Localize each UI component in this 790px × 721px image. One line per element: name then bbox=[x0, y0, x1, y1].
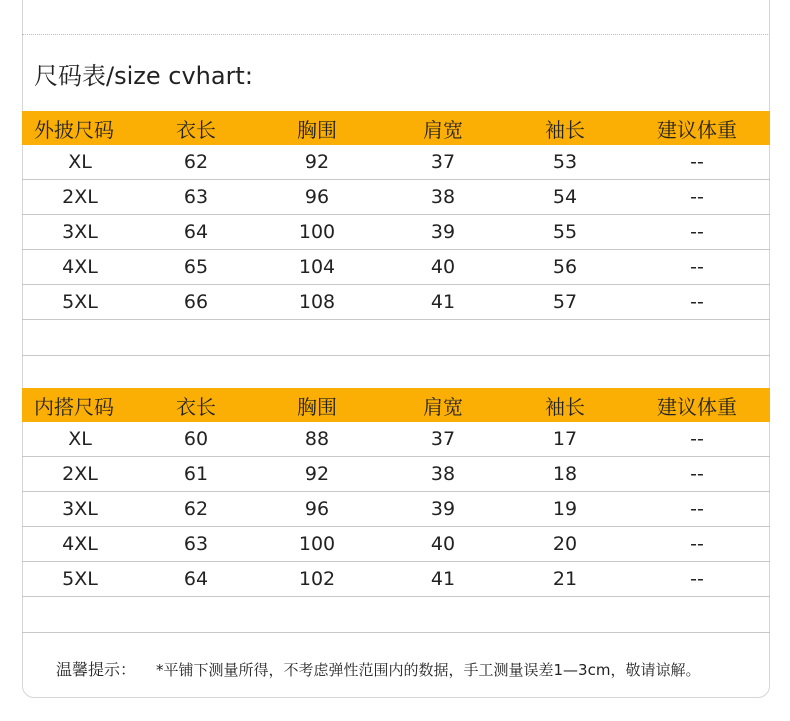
cell-chest: 104 bbox=[298, 256, 336, 278]
table-row bbox=[22, 285, 770, 320]
cell-weight: -- bbox=[690, 463, 704, 485]
cell-sleeve: 18 bbox=[552, 463, 578, 485]
cell-shoulder: 40 bbox=[430, 256, 456, 278]
header-length: 衣长 bbox=[176, 117, 216, 142]
cell-sleeve: 21 bbox=[552, 568, 578, 590]
cell-chest: 88 bbox=[304, 428, 330, 450]
table-row bbox=[22, 457, 770, 492]
cell-chest: 92 bbox=[304, 463, 330, 485]
cell-size: 3XL bbox=[62, 221, 98, 243]
cell-chest: 100 bbox=[298, 221, 336, 243]
header-sleeve: 袖长 bbox=[545, 394, 585, 419]
blank-row bbox=[22, 320, 770, 356]
table-row bbox=[22, 250, 770, 285]
cell-size: 5XL bbox=[62, 568, 98, 590]
header-shoulder: 肩宽 bbox=[423, 117, 463, 142]
cell-length: 62 bbox=[183, 151, 209, 173]
cell-weight: -- bbox=[690, 533, 704, 555]
cell-sleeve: 54 bbox=[552, 186, 578, 208]
cell-size: 4XL bbox=[62, 256, 98, 278]
cell-shoulder: 39 bbox=[430, 498, 456, 520]
cell-weight: -- bbox=[690, 256, 704, 278]
cell-weight: -- bbox=[690, 291, 704, 313]
header-chest: 胸围 bbox=[297, 117, 337, 142]
table-row bbox=[22, 562, 770, 597]
table-row bbox=[22, 492, 770, 527]
table-row bbox=[22, 180, 770, 215]
note-text: *平铺下测量所得，不考虑弹性范围内的数据，手工测量误差1—3cm，敬请谅解。 bbox=[156, 661, 701, 679]
cell-sleeve: 55 bbox=[552, 221, 578, 243]
cell-chest: 100 bbox=[298, 533, 336, 555]
header-length: 衣长 bbox=[176, 394, 216, 419]
header-chest: 胸围 bbox=[297, 394, 337, 419]
cell-length: 64 bbox=[183, 221, 209, 243]
cell-weight: -- bbox=[690, 428, 704, 450]
cell-weight: -- bbox=[690, 568, 704, 590]
cell-size: XL bbox=[68, 151, 92, 173]
header-shoulder: 肩宽 bbox=[423, 394, 463, 419]
outer-size-table bbox=[22, 111, 770, 356]
cell-length: 66 bbox=[183, 291, 209, 313]
measurement-note bbox=[56, 657, 700, 680]
cell-size: XL bbox=[68, 428, 92, 450]
cell-chest: 108 bbox=[298, 291, 336, 313]
blank-row bbox=[22, 597, 770, 633]
cell-length: 61 bbox=[183, 463, 209, 485]
cell-length: 63 bbox=[183, 533, 209, 555]
header-size: 内搭尺码 bbox=[34, 394, 114, 419]
cell-weight: -- bbox=[690, 151, 704, 173]
cell-chest: 96 bbox=[304, 498, 330, 520]
cell-size: 4XL bbox=[62, 533, 98, 555]
cell-shoulder: 37 bbox=[430, 151, 456, 173]
table-row bbox=[22, 527, 770, 562]
table-row bbox=[22, 145, 770, 180]
cell-size: 2XL bbox=[62, 463, 98, 485]
cell-shoulder: 40 bbox=[430, 533, 456, 555]
cell-weight: -- bbox=[690, 498, 704, 520]
cell-chest: 92 bbox=[304, 151, 330, 173]
cell-shoulder: 39 bbox=[430, 221, 456, 243]
dotted-divider bbox=[22, 34, 770, 35]
cell-sleeve: 20 bbox=[552, 533, 578, 555]
inner-table-header bbox=[22, 388, 770, 422]
outer-table-header bbox=[22, 111, 770, 145]
size-chart-title: 尺码表/size cvhart: bbox=[34, 62, 253, 90]
header-sleeve: 袖长 bbox=[545, 117, 585, 142]
table-row bbox=[22, 422, 770, 457]
cell-shoulder: 38 bbox=[430, 186, 456, 208]
cell-chest: 96 bbox=[304, 186, 330, 208]
cell-size: 5XL bbox=[62, 291, 98, 313]
cell-length: 62 bbox=[183, 498, 209, 520]
cell-shoulder: 37 bbox=[430, 428, 456, 450]
cell-shoulder: 41 bbox=[430, 568, 456, 590]
header-size: 外披尺码 bbox=[34, 117, 114, 142]
cell-weight: -- bbox=[690, 186, 704, 208]
cell-length: 60 bbox=[183, 428, 209, 450]
header-weight: 建议体重 bbox=[657, 394, 737, 419]
cell-shoulder: 38 bbox=[430, 463, 456, 485]
cell-shoulder: 41 bbox=[430, 291, 456, 313]
cell-size: 2XL bbox=[62, 186, 98, 208]
cell-sleeve: 57 bbox=[552, 291, 578, 313]
inner-size-table bbox=[22, 388, 770, 633]
cell-chest: 102 bbox=[298, 568, 336, 590]
cell-weight: -- bbox=[690, 221, 704, 243]
note-label: 温馨提示： bbox=[56, 660, 137, 679]
cell-length: 65 bbox=[183, 256, 209, 278]
cell-size: 3XL bbox=[62, 498, 98, 520]
header-weight: 建议体重 bbox=[657, 117, 737, 142]
cell-length: 63 bbox=[183, 186, 209, 208]
cell-sleeve: 56 bbox=[552, 256, 578, 278]
cell-sleeve: 17 bbox=[552, 428, 578, 450]
table-row bbox=[22, 215, 770, 250]
cell-sleeve: 53 bbox=[552, 151, 578, 173]
cell-sleeve: 19 bbox=[552, 498, 578, 520]
cell-length: 64 bbox=[183, 568, 209, 590]
